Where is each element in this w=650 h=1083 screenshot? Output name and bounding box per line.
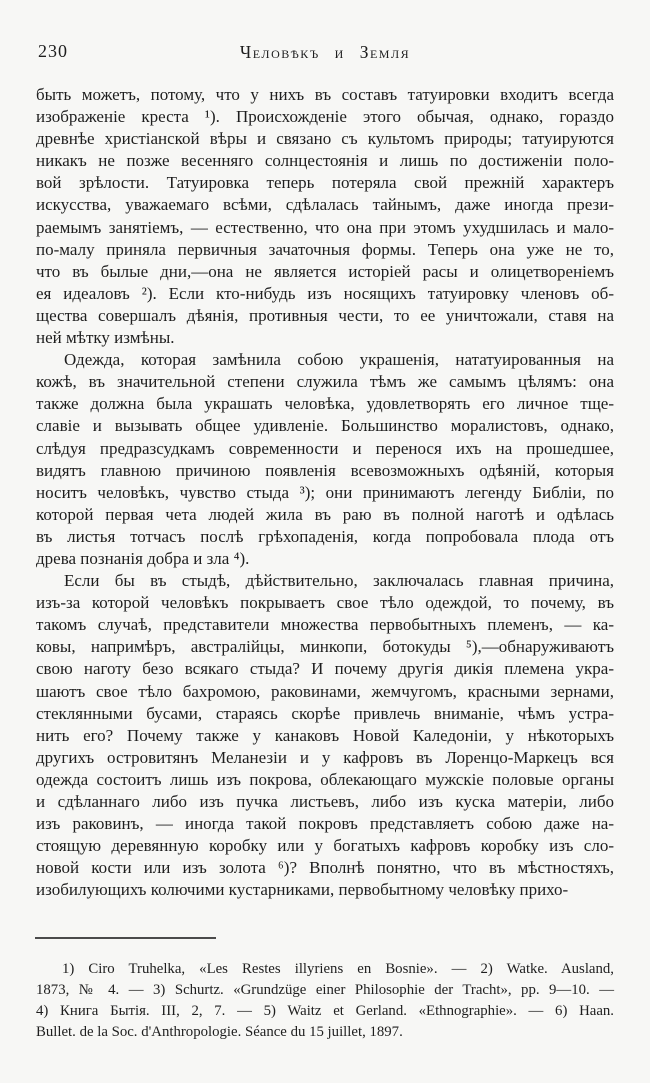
- text-line: 1) Ciro Truhelka, «Les Restes illyriens en Bosnie». — 2) Watke. Ausland,: [62, 961, 614, 977]
- footnote-separator-rule: [35, 937, 216, 939]
- text-line: Если бы въ стыдѣ, дѣйствительно, заключалась главная причина,: [64, 571, 614, 591]
- text-line: 1873, № 4. — 3) Schurtz. «Grundzüge einer Philosophie der Tracht», pp. 9—10. —: [36, 982, 614, 998]
- text-line: древа познанія добра и зла ⁴).: [36, 548, 250, 568]
- text-line: въ листья тотчасъ послѣ грѣхопаденія, когда попробовала плода отъ: [36, 526, 614, 546]
- page-number: 230: [38, 41, 68, 61]
- text-line: слѣдуя предразсудкамъ современности и перенося ихъ на прошедшее,: [36, 438, 614, 458]
- text-line: которой первая чета людей жила въ раю въ полной наготѣ и одѣлась: [36, 504, 614, 524]
- text-line: древнѣе христіанской вѣры и связано съ культомъ природы; татуируются: [36, 129, 614, 149]
- text-line: стеклянными бусами, стараясь скорѣе привлечь вниманіе, чѣмъ устра-: [36, 703, 614, 723]
- text-line: кожѣ, въ значительной степени служила тѣмъ же самымъ цѣлямъ: она: [36, 372, 614, 392]
- text-line: щества совершалъ дѣянія, противныя чести, то ее уничтожали, ставя на: [36, 305, 614, 325]
- text-line: быть можетъ, потому, что у нихъ въ составъ татуировки входитъ всегда: [36, 85, 614, 104]
- text-line: ея идеаловъ ²). Если кто-нибудь изъ носящихъ татуировку членовъ об-: [36, 283, 614, 303]
- text-line: также должна была украшать человѣка, удовлетворять его личное тще-: [36, 394, 614, 414]
- text-line: славіе и вызывать общее удивленіе. Большинство моралистовъ, однако,: [36, 416, 614, 436]
- body-text: [36, 84, 614, 901]
- text-line: изобилующихъ колючими кустарниками, первобытному человѣку прихо-: [36, 880, 569, 900]
- text-line: шаютъ свое тѣло бахромою, раковинами, жемчугомъ, красными зернами,: [36, 681, 614, 701]
- text-line: одежда состоитъ лишь изъ покрова, облекающаго мужскіе половые органы: [36, 769, 614, 789]
- text-line: изъ раковинъ, — иногда такой покровъ представляетъ собою даже на-: [36, 814, 614, 834]
- text-line: искусства, уважаемаго всѣми, сдѣлалась тайнымъ, даже иногда прези-: [36, 195, 614, 215]
- text-line: стоящую деревянную коробку или у богатыхъ кафровъ коробку изъ сло-: [36, 836, 614, 856]
- text-line: раемымъ занятіемъ, — естественно, что она при этомъ ухудшилась и мало-: [36, 217, 614, 237]
- text-line: видятъ главною причиною появленія всевозможныхъ одѣяній, которыя: [36, 460, 614, 480]
- running-title: Человѣкъ и Земля: [239, 42, 411, 62]
- running-header: [36, 41, 614, 65]
- text-line: изображеніе креста ¹). Происхожденіе этого обычая, однако, гораздо: [36, 107, 614, 127]
- text-line: носитъ человѣкъ, чувство стыда ³); они принимаютъ легенду Библіи, по: [36, 482, 614, 502]
- text-line: и сдѣланнаго либо изъ пучка листьевъ, либо изъ куска матеріи, либо: [36, 792, 614, 811]
- text-line: Bullet. de la Soc. d'Anthropologie. Séance du 15 juillet, 1897.: [36, 1024, 403, 1040]
- text-line: свою наготу безо всякаго стыда? И почему другія дикія племена укра-: [36, 659, 614, 679]
- text-line: по-малу приняла первичныя зачаточныя формы. Теперь она уже не то,: [36, 239, 614, 259]
- footnotes: [36, 959, 614, 1043]
- text-line: ней мѣтку измѣны.: [36, 328, 175, 348]
- text-line: что въ былые дни,—она не является исторіей расы и олицетвореніемъ: [36, 261, 614, 281]
- text-line: Одежда, которая замѣнила собою украшенія, нататуированныя на: [64, 350, 614, 370]
- text-line: такомъ случаѣ, представители множества первобытныхъ племенъ, — ка-: [36, 615, 614, 635]
- text-line: новой кости или изъ золота ⁶)? Вполнѣ понятно, что въ мѣстностяхъ,: [36, 858, 614, 878]
- text-line: ковы, напримѣръ, австралійцы, минкопи, ботокуды ⁵),—обнаруживаютъ: [36, 637, 614, 657]
- text-line: никакъ не позже весенняго солнцестоянія и лишь по достиженіи поло-: [36, 151, 614, 171]
- text-line: другихъ островитянъ Меланезіи и у кафровъ въ Лоренцо-Маркецъ вся: [36, 747, 614, 767]
- text-line: изъ-за которой человѣкъ покрываетъ свое тѣло одеждой, то почему, въ: [36, 593, 614, 613]
- text-line: 4) Книга Бытія. III, 2, 7. — 5) Waitz et Gerland. «Ethnographie». — 6) Haan.: [36, 1003, 614, 1019]
- text-line: вой зрѣлости. Татуировка теперь потеряла свой прежній характеръ: [36, 173, 614, 193]
- text-line: нить его? Почему также у канаковъ Новой Каледоніи, у нѣкоторыхъ: [36, 725, 614, 745]
